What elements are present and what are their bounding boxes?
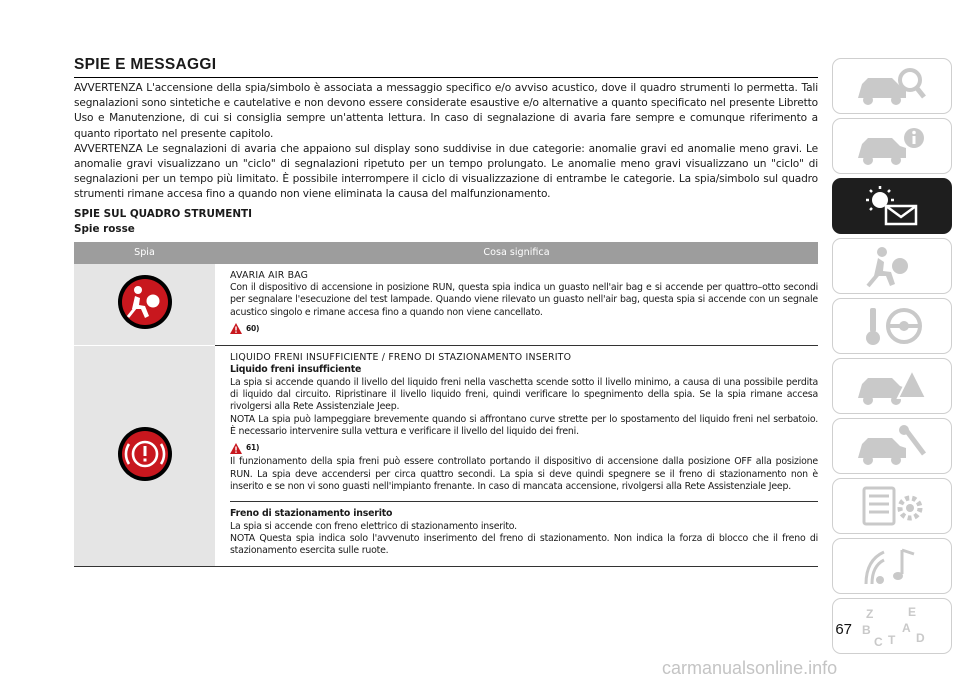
warning-ref-number: 61) (246, 443, 260, 453)
warning-light-message-icon (852, 184, 932, 228)
index-letter: Z (866, 607, 874, 621)
tab-safety[interactable] (832, 238, 952, 294)
warning-triangle-icon (230, 323, 242, 334)
tab-technical-data[interactable] (832, 478, 952, 534)
tab-starting-driving[interactable] (832, 298, 952, 354)
row-text: La spia si accende con freno elettrico di stazionamento inserito. (230, 520, 517, 532)
row-note: NOTA Questa spia indica solo l'avvenuto inserimento del freno di stazionamento. Non indica la forza di blocco che il freno di stazionamento esercita sulle ruote. (230, 532, 818, 557)
index-letter: E (908, 605, 917, 619)
icon-cell (74, 346, 215, 566)
row-text: La spia si accende quando il livello del liquido freni nella vaschetta scende sotto il livello minimo, a causa di una possibile perdita di liquido dal circuito. Ripristinare il livello liquido freni, quindi verificare lo spegnimento della spia. Se la spia rimane accesa rivolgersi alla Rete Assistenziale Jeep. (230, 376, 818, 413)
car-info-icon (852, 124, 932, 168)
subsection-heading: Spie rosse (74, 222, 135, 235)
row-note: NOTA La spia può lampeggiare brevemente quando si affrontano curve strette per lo spostamento del liquido freni nel serbatoio. È necessario intervenire sulla vettura e verificare il livello del liquido dei freni. (230, 413, 818, 437)
row-heading: LIQUIDO FRENI INSUFFICIENTE / FRENO DI STAZIONAMENTO INSERITO (230, 352, 572, 364)
index-letter: D (916, 631, 925, 645)
brake-warning-icon (116, 425, 174, 483)
row-text: Il funzionamento della spia freni può essere controllato portando il dispositivo di accensione dalla posizione OFF alla posizione RUN. La spia deve accendersi per circa quattro secondi. La spia si deve quindi spegnere se il freno di stazionamento non è inserito e se non vi sono guasti nell'impianto frenante. In caso di mancata accensione, rivolgersi alla Rete Assistenziale Jeep. (230, 456, 818, 493)
tab-service[interactable] (832, 418, 952, 474)
description-cell (215, 346, 818, 566)
section-heading: SPIE SUL QUADRO STRUMENTI (74, 207, 253, 220)
index-letter: T (888, 633, 896, 647)
tab-emergency[interactable] (832, 358, 952, 414)
warning-ref-number: 60) (246, 323, 260, 333)
technical-data-icon (852, 484, 932, 528)
index-letter: A (902, 621, 911, 635)
warning-triangle-icon (230, 443, 242, 454)
tab-car-overview[interactable] (832, 58, 952, 114)
car-service-icon (852, 424, 932, 468)
column-header-cosa-significa: Cosa significa (215, 242, 818, 264)
airbag-warning-icon (116, 273, 174, 331)
multimedia-icon (852, 544, 932, 588)
watermark: carmanualsonline.info (662, 658, 838, 678)
tab-car-info[interactable] (832, 118, 952, 174)
description-cell (215, 264, 818, 346)
airbag-safety-icon (852, 244, 932, 288)
table-row (74, 264, 818, 346)
warning-paragraph-2: AVVERTENZA Le segnalazioni di avaria che appaiono sul display sono suddivise in due categorie: anomalie gravi ed anomalie meno gravi. Le anomalie gravi visualizzano un "ciclo" di segnalazioni ripetuto per un tempo prolungato. Le anomalie meno gravi visualizzano un "ciclo" di segnalazioni per un tempo più limitato. È possibile interrompere il ciclo di visualizzazione di entrambe le categorie. La spia/simbolo sul quadro strumenti rimane accesa fino a quando non viene eliminata la causa del malfunzionamento. (74, 142, 818, 201)
key-steering-wheel-icon (852, 304, 932, 348)
warning-reference (230, 442, 818, 454)
car-emergency-icon (852, 364, 932, 408)
icon-cell (74, 264, 215, 346)
warning-lights-table (74, 242, 818, 567)
row-subheading: Liquido freni insufficiente (230, 364, 362, 376)
row-subheading: Freno di stazionamento inserito (230, 508, 393, 520)
table-row (74, 346, 818, 566)
warning-reference (230, 323, 818, 335)
alphabetical-index-icon (852, 604, 932, 648)
column-header-spia: Spia (74, 242, 215, 264)
index-letter: B (862, 623, 871, 637)
tab-warning-lights[interactable] (832, 178, 952, 234)
index-letter: C (874, 635, 883, 648)
car-search-icon (852, 64, 932, 108)
page-number: 67 (835, 621, 852, 638)
row-heading: AVARIA AIR BAG (230, 269, 309, 281)
subsection (230, 501, 818, 557)
row-text: Con il dispositivo di accensione in posizione RUN, questa spia indica un guasto nell'air bag e si accende per quattro–otto secondi per segnalare l'esecuzione del test lampade. Quando viene rilevato un guasto nell'air bag, questa spia si accende con un segnale acustico singolo e rimane accesa fino a quando non viene cancellato. (230, 281, 818, 318)
page-title: SPIE E MESSAGGI (74, 56, 818, 78)
page-content (74, 56, 818, 567)
warning-paragraph-1: AVVERTENZA L'accensione della spia/simbolo è associata a messaggio specifico e/o avviso acustico, dove il quadro strumenti lo permetta. Tali segnalazioni sono sintetiche e cautelative e non devono essere considerate esaustive e/o alternative a quanto specificato nel presente Libretto Uso e Manutenzione, di cui si consiglia sempre un'attenta lettura. In caso di segnalazione di avaria fare sempre e comunque riferimento a quanto riportato nel presente capitolo. (74, 82, 818, 140)
tab-multimedia[interactable] (832, 538, 952, 594)
